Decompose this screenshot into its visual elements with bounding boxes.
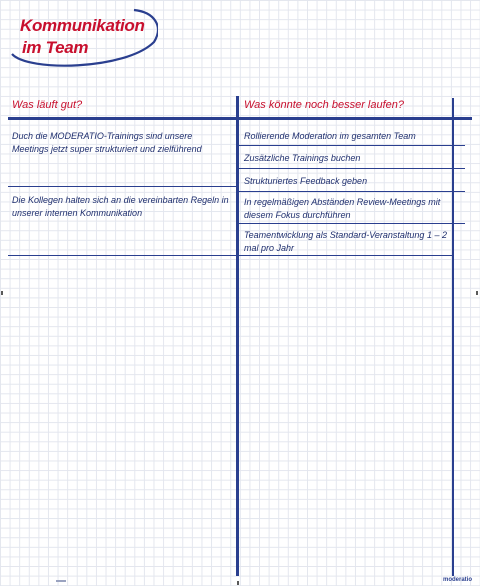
right-row-separator xyxy=(239,145,465,146)
right-item: Teamentwicklung als Standard-Veranstaltung 1 – 2 mal pro Jahr xyxy=(244,230,447,253)
right-item: Strukturiertes Feedback geben xyxy=(244,176,368,186)
right-item: Rollierende Moderation im gesamten Team xyxy=(244,131,416,141)
edge-mark xyxy=(476,291,478,295)
edge-mark xyxy=(1,291,3,295)
edge-mark xyxy=(237,581,239,585)
right-border xyxy=(452,98,454,576)
title-block xyxy=(8,8,158,70)
title-line-2: im Team xyxy=(22,38,89,57)
left-item: Duch die MODERATIO-Trainings sind unsere Meetings jetzt super strukturiert und zielführend xyxy=(12,131,202,154)
brand-logo: moderatio xyxy=(442,577,472,583)
left-row-separator xyxy=(8,186,236,187)
right-item: Zusätzliche Trainings buchen xyxy=(244,153,361,163)
right-row-separator xyxy=(239,168,465,169)
left-column-heading: Was läuft gut? xyxy=(12,99,83,111)
title-line-1: Kommunikation xyxy=(20,16,145,35)
right-column-heading: Was könnte noch besser laufen? xyxy=(244,99,405,111)
right-row-separator xyxy=(239,191,465,192)
footer-mark xyxy=(56,580,66,582)
right-row-separator xyxy=(239,223,465,224)
table-bottom-line xyxy=(8,255,454,256)
left-item: Die Kollegen halten sich an die vereinbarten Regeln in unserer internen Kommunikation xyxy=(12,195,229,218)
right-item: In regelmäßigen Abständen Review-Meetings mit diesem Fokus durchführen xyxy=(244,197,441,220)
header-divider xyxy=(8,117,472,120)
